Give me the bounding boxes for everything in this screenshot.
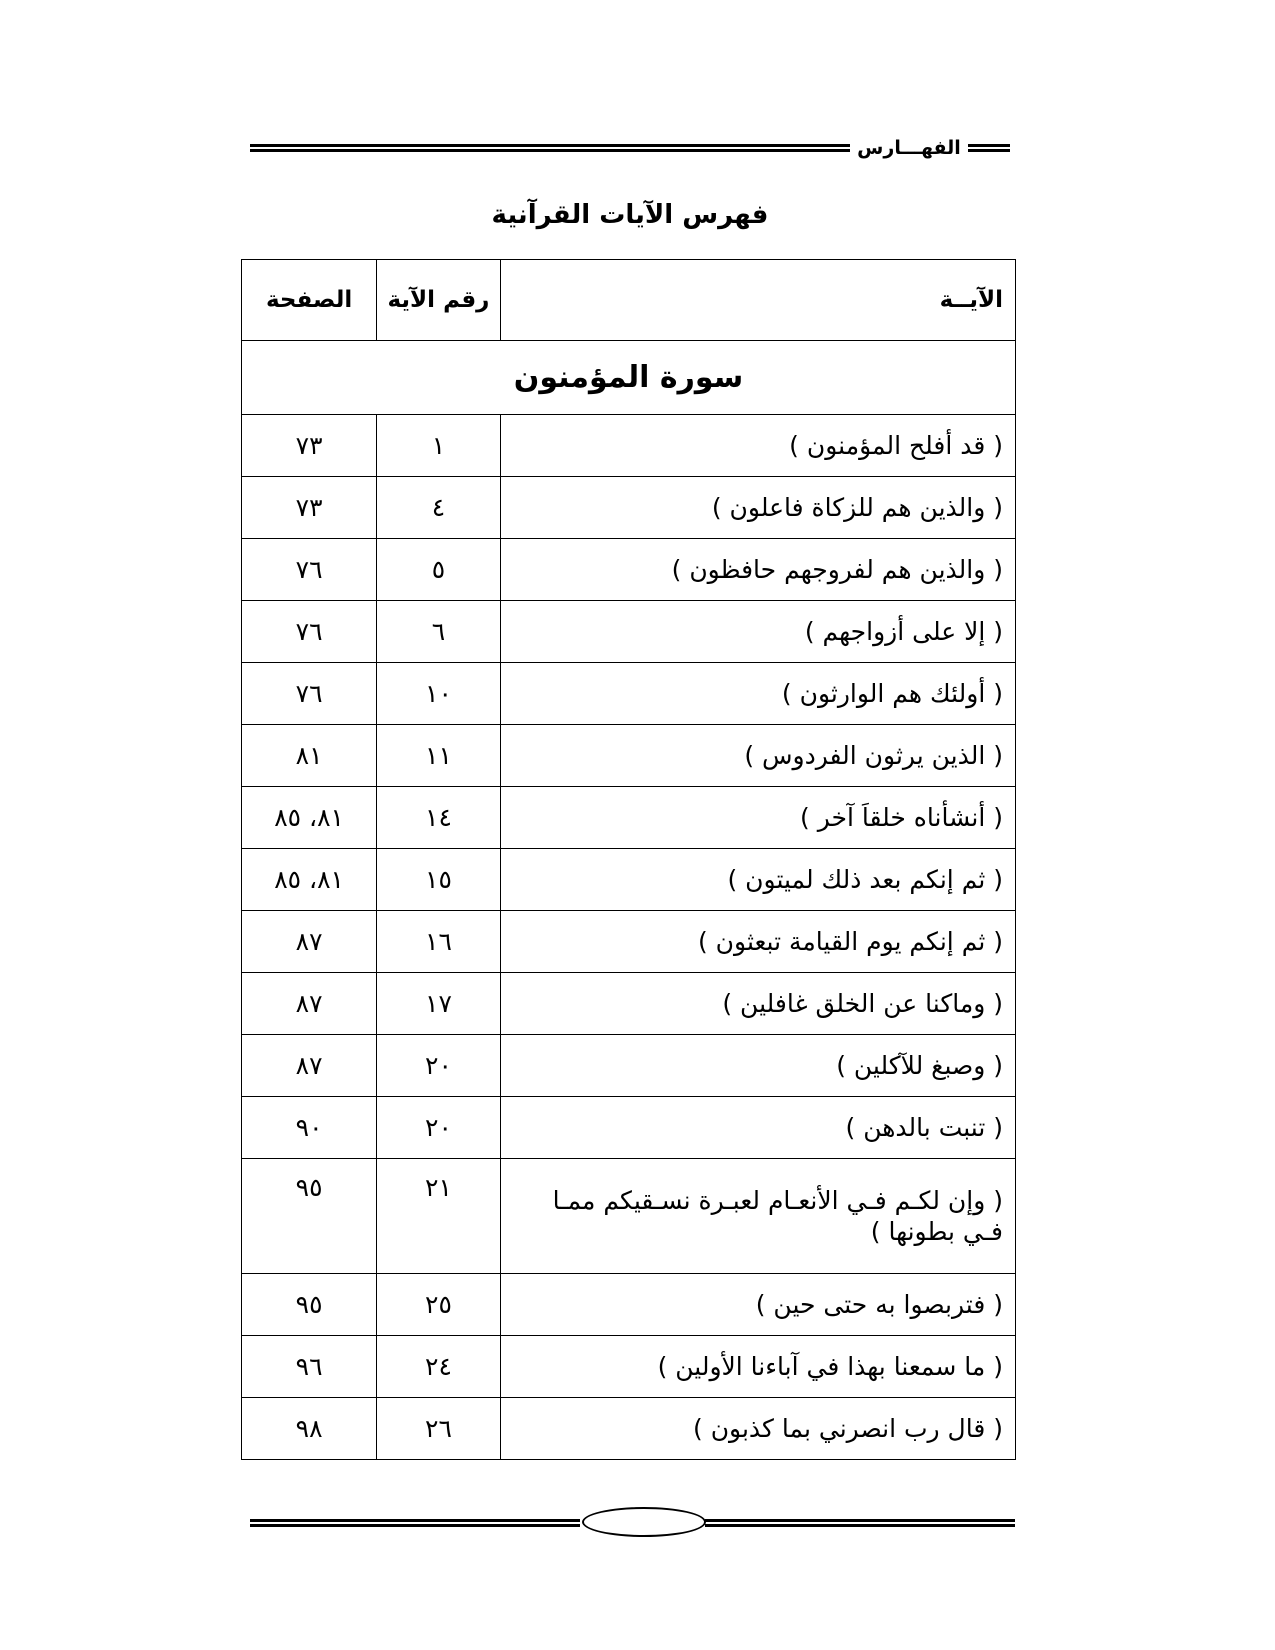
running-header [250,132,1010,168]
table-row [242,1159,1016,1274]
page-cell: ٨٧ [242,1035,377,1097]
verse-cell: ( قد أفلح المؤمنون ) [500,415,1015,477]
verse-number-cell: ٢٠ [377,1035,501,1097]
table-header-row [242,260,1016,341]
footer-rule-left [250,1519,580,1527]
verse-index-table [241,259,1016,1460]
page-cell: ٨١ [242,725,377,787]
page-cell: ٨١، ٨٥ [242,849,377,911]
verse-cell: ( وماكنا عن الخلق غافلين ) [500,973,1015,1035]
verse-cell: ( تنبت بالدهن ) [500,1097,1015,1159]
verse-cell: ( والذين هم للزكاة فاعلون ) [500,477,1015,539]
verse-cell: ( قال رب انصرني بما كذبون ) [500,1398,1015,1460]
page-cell: ٩٠ [242,1097,377,1159]
table-row [242,973,1016,1035]
verse-number-cell: ٢٦ [377,1398,501,1460]
verse-cell: ( أولئك هم الوارثون ) [500,663,1015,725]
verse-number-cell: ٢١ [377,1159,501,1274]
page-cell: ٨٧ [242,911,377,973]
page-cell: ٩٦ [242,1336,377,1398]
verse-cell: ( وإن لكـم فـي الأنعـام لعبـرة نسـقيكم ممـا فـي بطونها ) [500,1159,1015,1274]
table-row [242,477,1016,539]
verse-number-cell: ١٠ [377,663,501,725]
header-title: الفهـــارس [857,137,961,159]
footer-rule-right [705,1519,1015,1527]
table-row [242,1274,1016,1336]
surah-row [242,341,1016,415]
table-row [242,787,1016,849]
table-row [242,911,1016,973]
page-cell: ٧٦ [242,539,377,601]
verse-number-cell: ٢٤ [377,1336,501,1398]
verse-cell: ( وصبغ للآكلين ) [500,1035,1015,1097]
table-row [242,849,1016,911]
page-cell: ٨٧ [242,973,377,1035]
column-header-verse: الآيــة [500,260,1015,341]
verse-number-cell: ١٧ [377,973,501,1035]
table-row [242,539,1016,601]
page-cell: ٧٣ [242,477,377,539]
verse-number-cell: ١ [377,415,501,477]
page-cell: ٧٣ [242,415,377,477]
verse-number-cell: ٤ [377,477,501,539]
verse-number-cell: ١١ [377,725,501,787]
table-row [242,725,1016,787]
verse-number-cell: ١٤ [377,787,501,849]
verse-cell: ( والذين هم لفروجهم حافظون ) [500,539,1015,601]
verse-number-cell: ٥ [377,539,501,601]
page-cell: ٩٥ [242,1159,377,1274]
page-cell: ٩٨ [242,1398,377,1460]
column-header-verse-number: رقم الآية [377,260,501,341]
table-row [242,1035,1016,1097]
page-footer [250,1505,1015,1545]
surah-name: سورة المؤمنون [242,341,1016,415]
column-header-page: الصفحة [242,260,377,341]
table-row [242,601,1016,663]
table-row [242,415,1016,477]
verse-number-cell: ١٥ [377,849,501,911]
table-row [242,1097,1016,1159]
verse-cell: ( ثم إنكم بعد ذلك لميتون ) [500,849,1015,911]
table-row [242,663,1016,725]
page-cell: ٨١، ٨٥ [242,787,377,849]
verse-cell: ( أنشأناه خلقاَ آخر ) [500,787,1015,849]
header-rule-right [968,144,1010,152]
table-row [242,1336,1016,1398]
page-cell: ٩٥ [242,1274,377,1336]
verse-cell: ( إلا على أزواجهم ) [500,601,1015,663]
verse-cell: ( الذين يرثون الفردوس ) [500,725,1015,787]
verse-number-cell: ٢٠ [377,1097,501,1159]
verse-cell: ( ما سمعنا بهذا في آباءنا الأولين ) [500,1336,1015,1398]
page-title: فهرس الآيات القرآنية [491,200,769,230]
table-row [242,1398,1016,1460]
header-rule-left [250,144,850,152]
page-cell: ٧٦ [242,601,377,663]
verse-number-cell: ١٦ [377,911,501,973]
verse-number-cell: ٦ [377,601,501,663]
verse-cell: ( ثم إنكم يوم القيامة تبعثون ) [500,911,1015,973]
verse-cell: ( فتربصوا به حتى حين ) [500,1274,1015,1336]
verse-number-cell: ٢٥ [377,1274,501,1336]
page-number-oval [582,1507,706,1537]
page-cell: ٧٦ [242,663,377,725]
